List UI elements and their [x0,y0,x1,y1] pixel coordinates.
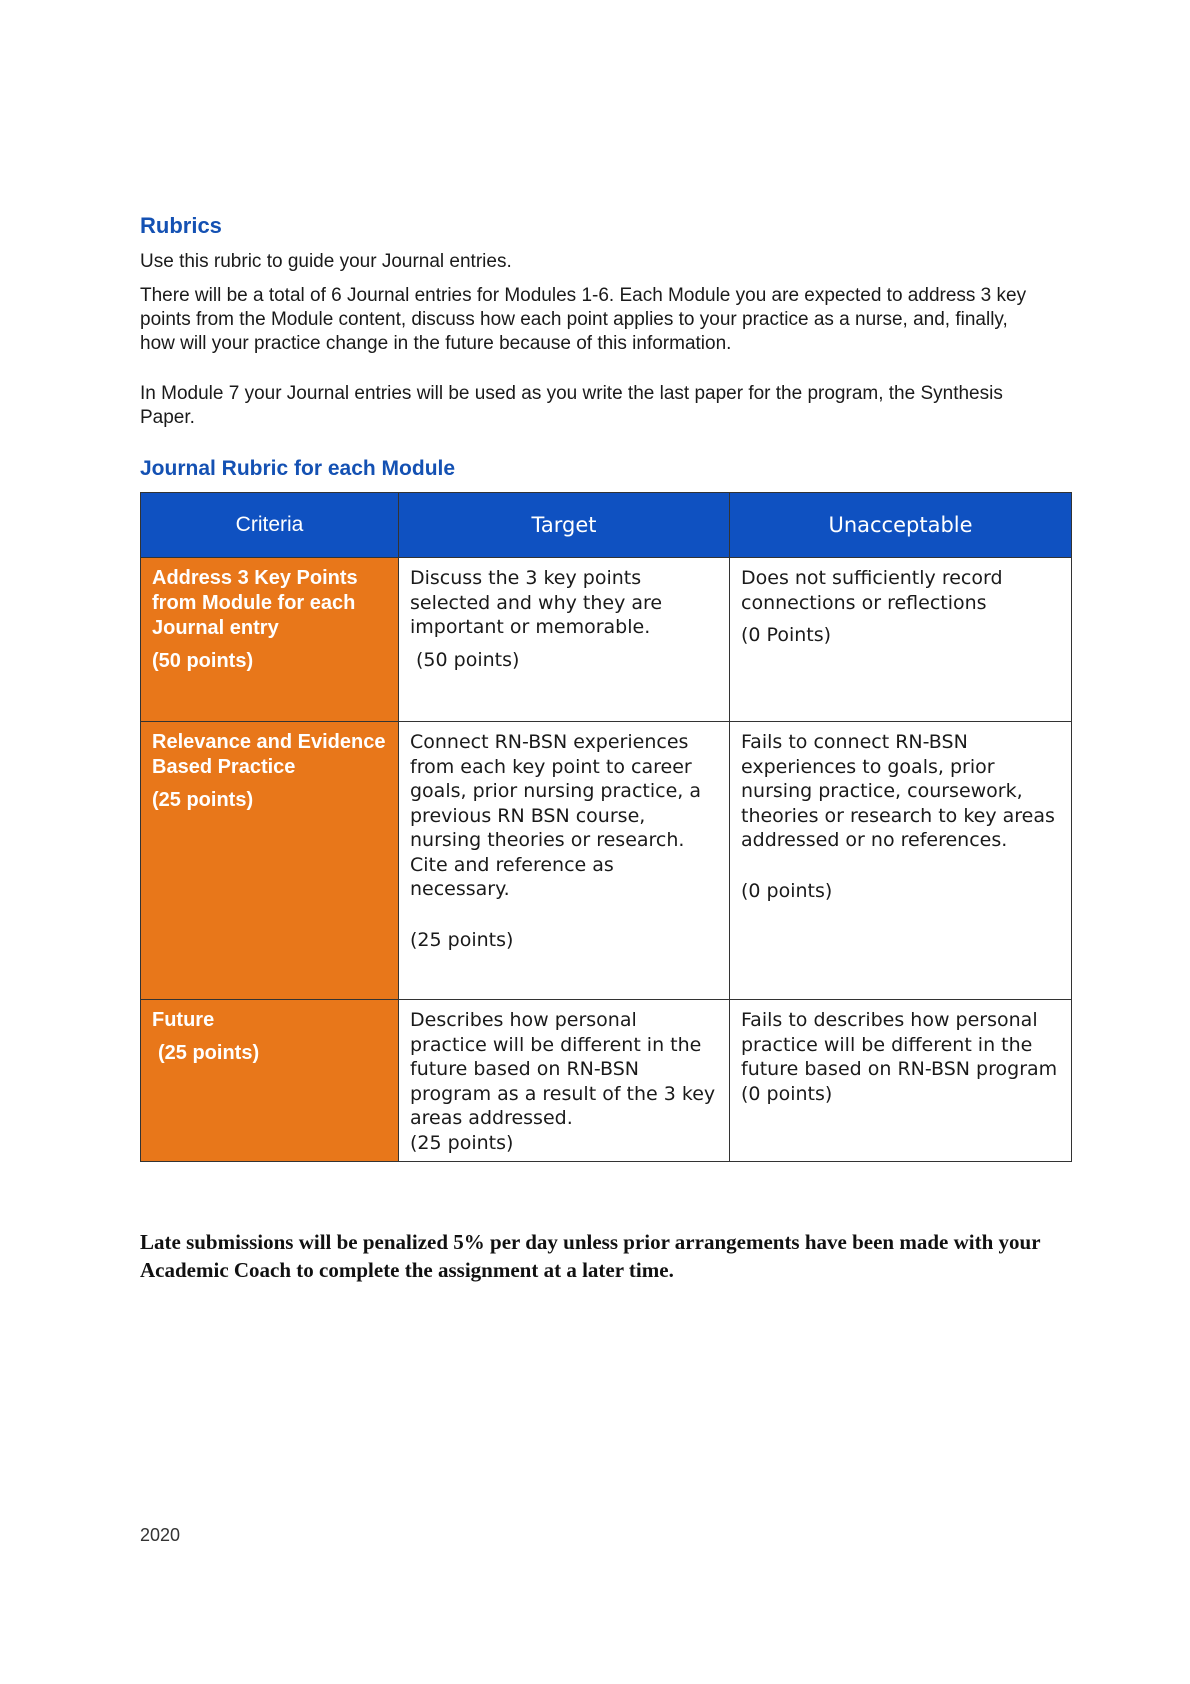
table-row [141,1000,1072,1162]
target-text: Describes how personal practice will be different in the future based on RN-BSN program as a result of the 3 key areas addressed. [410,1009,716,1129]
unacceptable-text: Fails to connect RN-BSN experiences to goals, prior nursing practice, coursework, theories or research to key areas addressed or no references. [741,731,1055,851]
criteria-cell [141,722,399,1000]
journal-description: There will be a total of 6 Journal entries for Modules 1-6. Each Module you are expected to address 3 key points from the Module content, discuss how each point applies to your practice as a nurse, and, finally, how will your practice change in the future because of this information. [140,285,1027,354]
criteria-label: Future [152,1009,215,1031]
table-row [141,722,1072,1000]
synthesis-note: In Module 7 your Journal entries will be used as you write the last paper for the program, the Synthesis Paper. [140,383,1003,428]
header-criteria: Criteria [141,493,399,558]
target-text: Discuss the 3 key points selected and why they are important or memorable. [410,567,663,638]
criteria-points: (25 points) [158,1042,260,1064]
target-points: (50 points) [416,648,520,671]
criteria-points: (50 points) [152,650,254,672]
header-target: Target [399,493,730,558]
target-points: (25 points) [410,1131,514,1154]
target-cell [399,722,730,1000]
footer-year: 2020 [140,1525,181,1545]
unacceptable-text: Does not sufficiently record connections or reflections [741,567,1003,614]
table-title: Journal Rubric for each Module [140,457,456,480]
table-header-row [141,493,1072,558]
criteria-label: Relevance and Evidence Based Practice [152,731,386,778]
criteria-cell [141,1000,399,1162]
criteria-label: Address 3 Key Points from Module for each Journal entry [152,567,358,639]
unacceptable-cell [730,722,1072,1000]
target-cell [399,558,730,722]
unacceptable-points: (0 points) [741,1082,833,1105]
target-cell [399,1000,730,1162]
unacceptable-cell [730,558,1072,722]
unacceptable-points: (0 points) [741,879,833,902]
header-unacceptable: Unacceptable [730,493,1072,558]
rubrics-heading: Rubrics [140,213,222,238]
target-text: Connect RN-BSN experiences from each key point to career goals, prior nursing practice, a previous RN BSN course, nursing theories or research. Cite and reference as necessary. [410,731,701,900]
criteria-cell [141,558,399,722]
criteria-points: (25 points) [152,789,254,811]
unacceptable-text: Fails to describes how personal practice will be different in the future based on RN-BSN program [741,1009,1058,1080]
unacceptable-cell [730,1000,1072,1162]
target-points: (25 points) [410,928,514,951]
rubric-table [140,492,1072,1162]
table-row [141,558,1072,722]
late-submission-policy: Late submissions will be penalized 5% per day unless prior arrangements have been made with your Academic Coach to complete the assignment at a later time. [140,1230,1041,1282]
intro-text: Use this rubric to guide your Journal entries. [140,251,512,272]
unacceptable-points: (0 Points) [741,624,832,646]
